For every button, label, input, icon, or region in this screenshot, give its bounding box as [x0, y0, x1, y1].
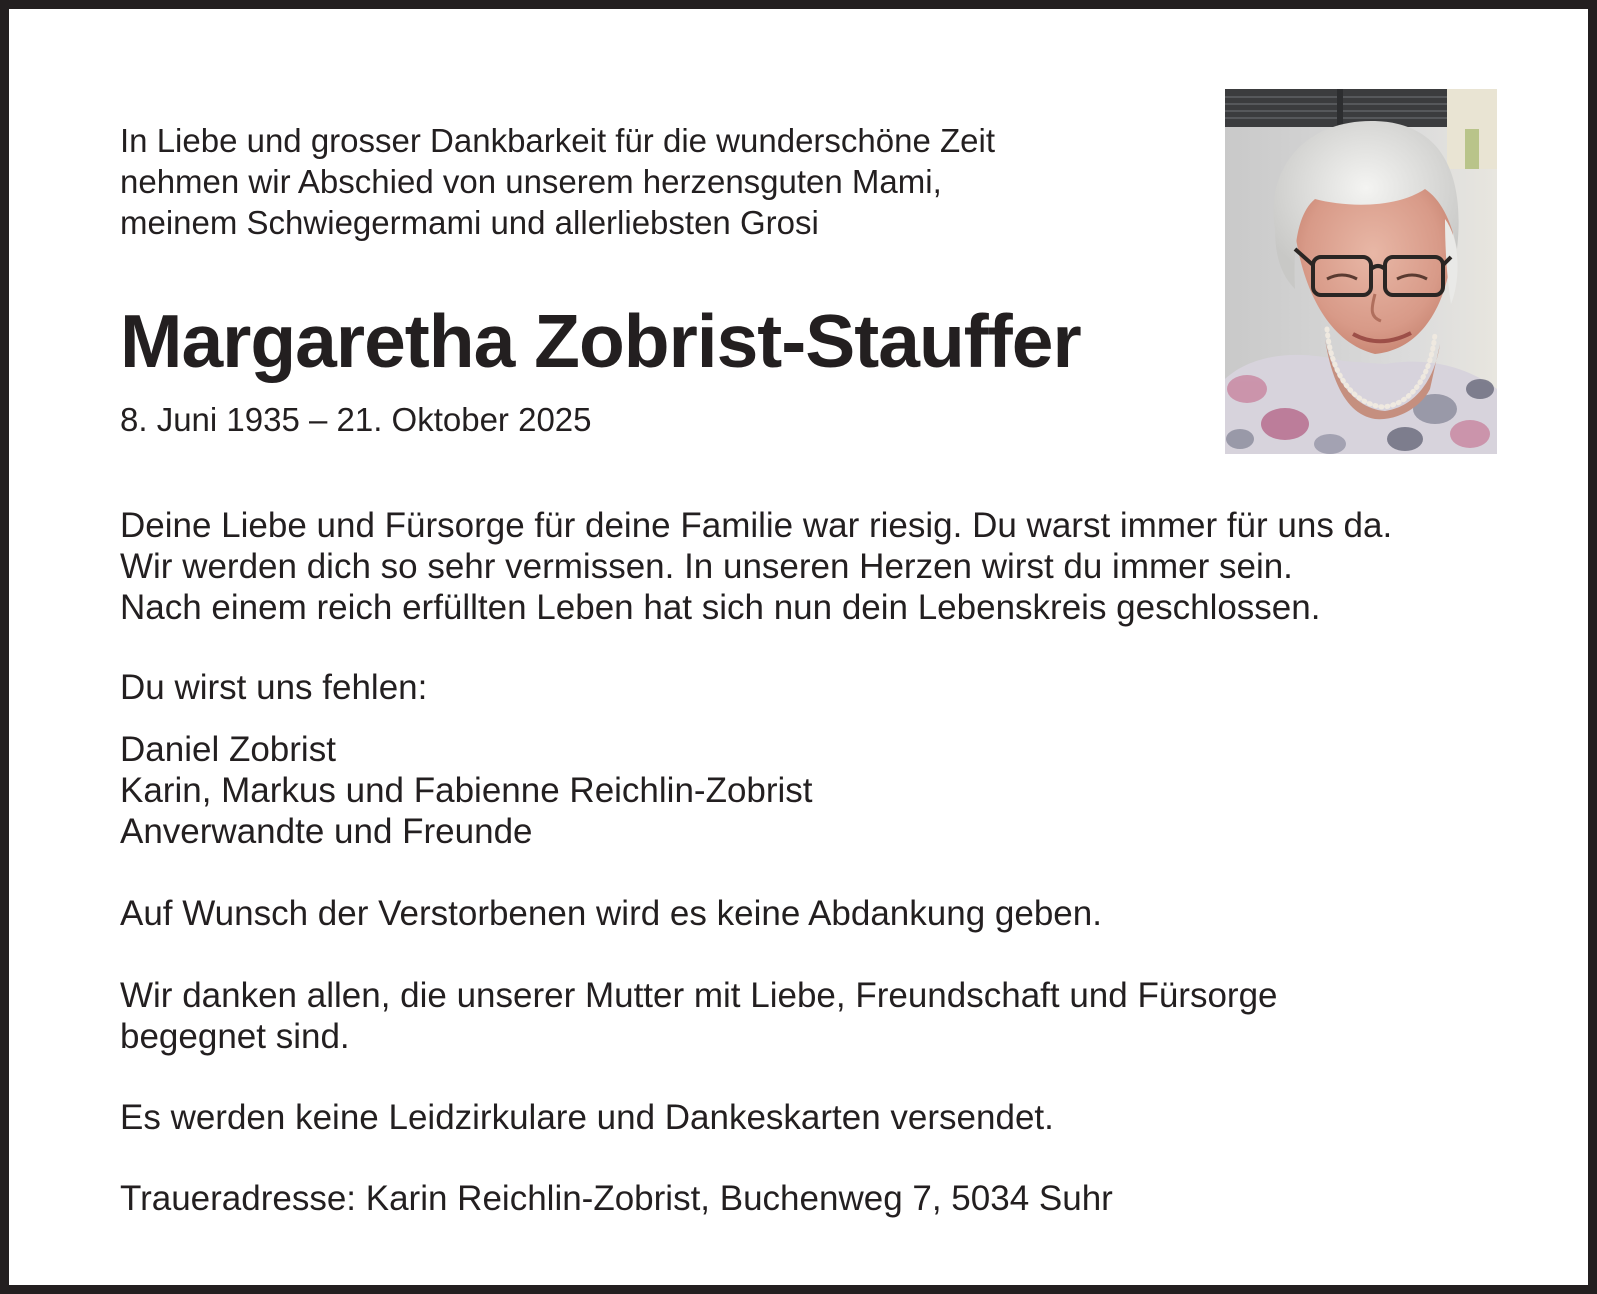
mourning-address: Traueradresse: Karin Reichlin-Zobrist, Buchenweg 7, 5034 Suhr — [120, 1179, 1113, 1218]
tribute-line: Wir werden dich so sehr vermissen. In unseren Herzen wirst du immer sein. — [120, 547, 1293, 586]
mourners-heading: Du wirst uns fehlen: — [120, 668, 428, 707]
tribute-paragraph — [120, 505, 1392, 628]
intro-line: meinem Schwiegermami und allerliebsten Grosi — [120, 204, 819, 241]
life-dates: 8. Juni 1935 – 21. Oktober 2025 — [120, 401, 592, 438]
deceased-name: Margaretha Zobrist-Stauffer — [120, 299, 1081, 383]
circulars-notice: Es werden keine Leidzirkulare und Dankeskarten versendet. — [120, 1098, 1054, 1137]
mourner-name: Daniel Zobrist — [120, 730, 336, 769]
ceremony-notice: Auf Wunsch der Verstorbenen wird es keine Abdankung geben. — [120, 894, 1102, 933]
thanks-line: begegnet sind. — [120, 1017, 350, 1056]
intro-line: In Liebe und grosser Dankbarkeit für die wunderschöne Zeit — [120, 122, 995, 159]
tribute-line: Nach einem reich erfüllten Leben hat sich nun dein Lebenskreis geschlossen. — [120, 588, 1321, 627]
thanks-notice — [120, 975, 1278, 1057]
thanks-line: Wir danken allen, die unserer Mutter mit Liebe, Freundschaft und Fürsorge — [120, 976, 1278, 1015]
mourners-list — [120, 729, 813, 852]
intro-line: nehmen wir Abschied von unserem herzensguten Mami, — [120, 163, 942, 200]
mourner-name: Anverwandte und Freunde — [120, 812, 533, 851]
mourner-name: Karin, Markus und Fabienne Reichlin-Zobrist — [120, 771, 813, 810]
portrait-photo — [1225, 89, 1497, 454]
intro-text — [120, 120, 995, 243]
tribute-line: Deine Liebe und Fürsorge für deine Familie war riesig. Du warst immer für uns da. — [120, 506, 1393, 545]
